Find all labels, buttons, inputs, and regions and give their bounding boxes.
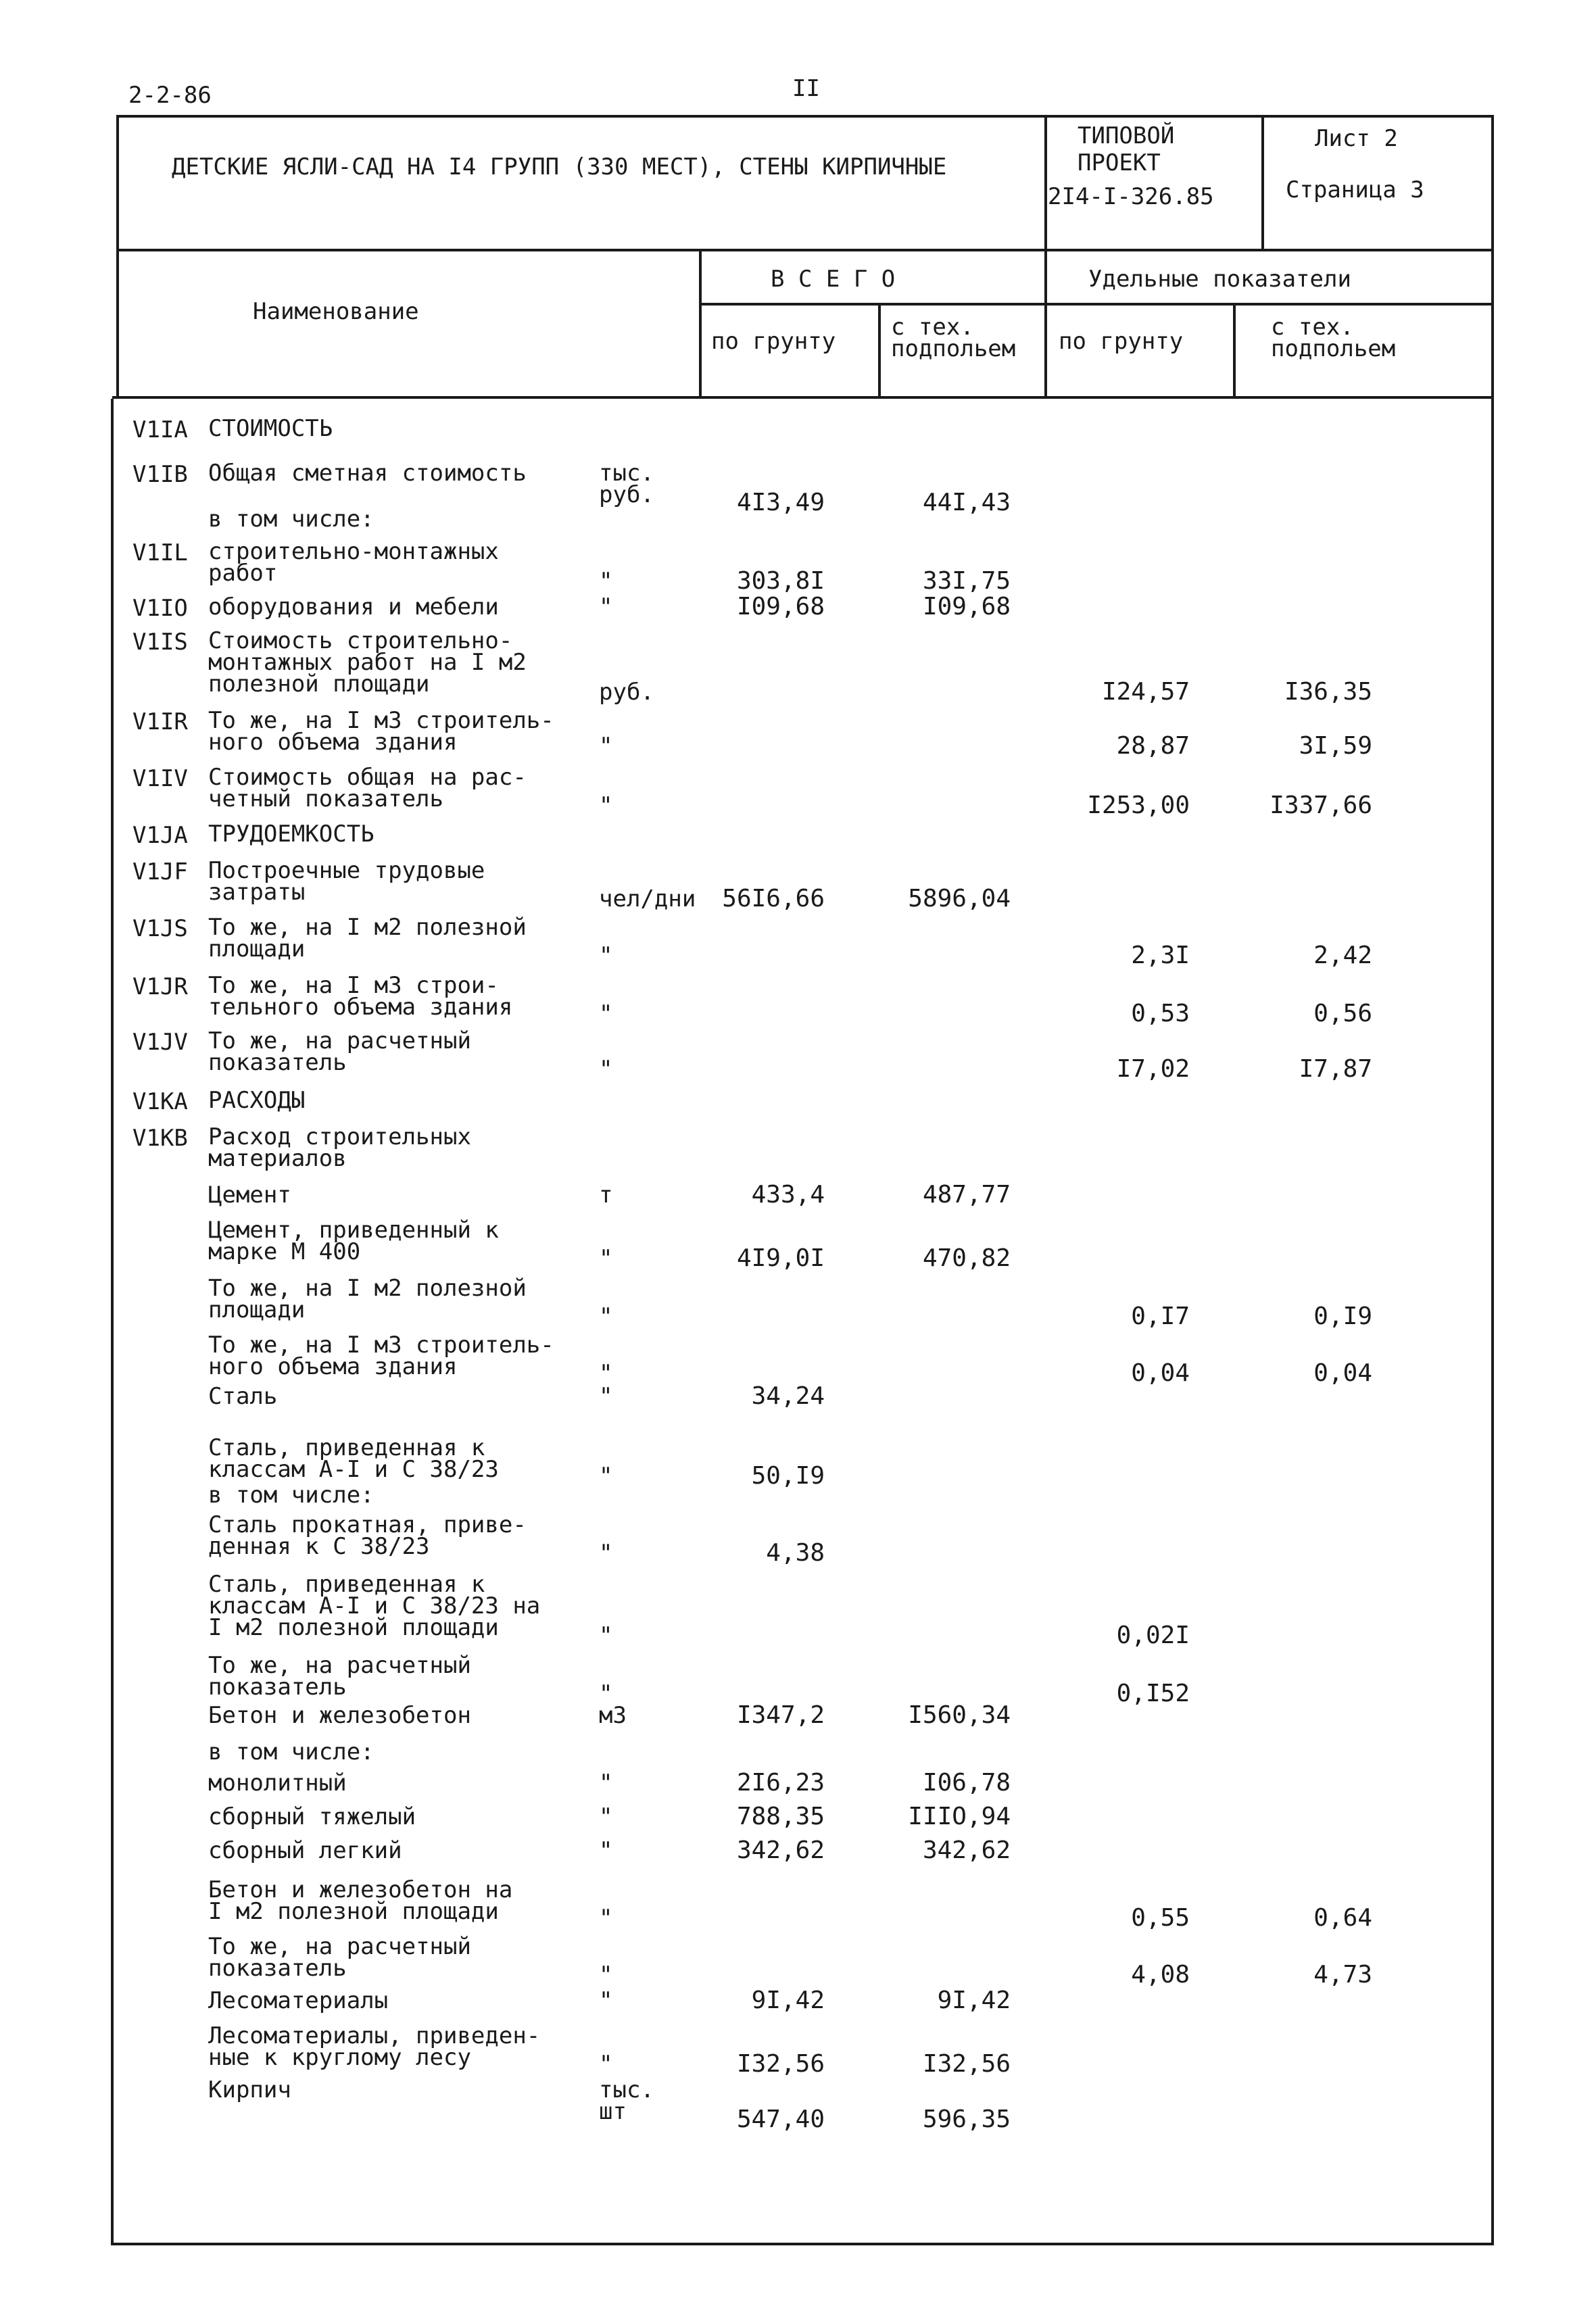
row-value-total-underfloor: I06,78 <box>922 1769 1011 1797</box>
row-code: V1JA <box>132 822 188 849</box>
row-value-total-underfloor: IIIO,94 <box>908 1803 1011 1830</box>
header-vline-col4 <box>1233 304 1236 399</box>
row-unit: " <box>599 1056 613 1083</box>
header-total: В С Е Г О <box>771 266 896 293</box>
header-hline-sub <box>699 303 1494 306</box>
row-name: строительно-монтажных работ <box>208 538 499 587</box>
row-name: Стоимость строительно- монтажных работ на I м2 полезной площади <box>208 627 527 698</box>
row-name: То же, на I м2 полезной площади <box>208 914 527 962</box>
row-value-total-ground: 342,62 <box>736 1836 825 1864</box>
row-name: То же, на I м2 полезной площади <box>208 1275 527 1323</box>
row-value-total-ground: 34,24 <box>751 1382 825 1410</box>
project-label-2: ПРОЕКТ <box>1078 149 1161 176</box>
row-value-total-ground: 433,4 <box>751 1181 825 1209</box>
row-name: Сталь, приведенная к классам А-I и С 38/23 на I м2 полезной площади <box>208 1571 541 1641</box>
header-specific: Удельные показатели <box>1088 266 1351 293</box>
row-code: V1IB <box>132 461 188 488</box>
row-unit: " <box>599 942 613 969</box>
row-name: То же, на расчетный показатель <box>208 1652 471 1701</box>
row-name: монолитный <box>208 1770 347 1797</box>
row-name: в том числе: <box>208 506 374 533</box>
row-value-specific-underfloor: 0,I9 <box>1313 1302 1372 1330</box>
row-name: оборудования и мебели <box>208 593 499 620</box>
row-value-total-underfloor: 596,35 <box>922 2105 1011 2133</box>
row-value-specific-ground: 4,08 <box>1131 1961 1190 1989</box>
row-unit: " <box>599 1622 613 1649</box>
row-name: Построечные трудовые затраты <box>208 857 485 906</box>
row-name: Расход строительных материалов <box>208 1123 471 1172</box>
row-unit: " <box>599 1303 613 1330</box>
header-name: Наименование <box>253 298 419 325</box>
header-col3: по грунту <box>1059 328 1184 355</box>
row-value-specific-ground: 0,53 <box>1131 1000 1190 1027</box>
row-value-specific-underfloor: I36,35 <box>1284 678 1372 706</box>
row-code: V1IR <box>132 708 188 735</box>
row-code: V1JF <box>132 858 188 885</box>
title-bottom <box>116 249 1494 251</box>
row-name: То же, на расчетный показатель <box>208 1933 471 1982</box>
row-value-specific-ground: 0,02I <box>1116 1622 1190 1649</box>
title-divider-1 <box>1044 115 1047 399</box>
row-value-specific-ground: I7,02 <box>1116 1055 1190 1083</box>
row-unit: " <box>599 792 613 819</box>
row-name: СТОИМОСТЬ <box>208 415 333 442</box>
row-code: V1KA <box>132 1088 188 1115</box>
row-code: V1JV <box>132 1029 188 1056</box>
row-name: Кирпич <box>208 2076 291 2103</box>
row-name: То же, на I м3 строитель- ного объема здания <box>208 707 554 756</box>
row-value-specific-underfloor: 0,64 <box>1313 1904 1372 1932</box>
row-value-total-ground: 50,I9 <box>751 1462 825 1490</box>
row-value-total-ground: 4I3,49 <box>736 489 825 516</box>
row-value-total-underfloor: 44I,43 <box>922 489 1011 516</box>
row-name: сборный легкий <box>208 1837 402 1864</box>
row-value-total-ground: I32,56 <box>736 2050 825 2078</box>
frame-bottom <box>111 2243 1494 2245</box>
row-name: сборный тяжелый <box>208 1803 416 1830</box>
row-code: V1KB <box>132 1125 188 1152</box>
header-col2-line2: подпольем <box>891 335 1016 362</box>
row-unit: " <box>599 2051 613 2078</box>
row-value-specific-ground: 28,87 <box>1116 732 1190 760</box>
row-unit: руб. <box>599 679 654 706</box>
row-value-total-ground: 2I6,23 <box>736 1769 825 1797</box>
row-name: Лесоматериалы <box>208 1987 389 2014</box>
row-value-total-underfloor: I32,56 <box>922 2050 1011 2078</box>
row-name: Бетон и железобетон <box>208 1702 471 1729</box>
page-number: II <box>792 75 820 102</box>
row-unit: " <box>599 1961 613 1989</box>
header-col4-line2: подпольем <box>1271 335 1396 362</box>
row-value-specific-ground: 0,04 <box>1131 1359 1190 1387</box>
row-unit: тыс. руб. <box>599 460 654 508</box>
row-value-specific-ground: 2,3I <box>1131 942 1190 969</box>
row-unit: " <box>599 1837 613 1864</box>
row-value-total-ground: 547,40 <box>736 2105 825 2133</box>
row-value-total-ground: 303,8I <box>736 567 825 595</box>
row-name: Бетон и железобетон на I м2 полезной площади <box>208 1876 513 1925</box>
header-col4-line1: с тех. <box>1271 314 1354 341</box>
row-name: Сталь прокатная, приве- денная к С 38/23 <box>208 1511 527 1560</box>
row-name: То же, на I м3 строи- тельного объема здания <box>208 972 513 1021</box>
row-code: V1IL <box>132 539 188 566</box>
row-unit: " <box>599 1540 613 1567</box>
row-value-specific-underfloor: 3I,59 <box>1299 732 1372 760</box>
row-value-total-underfloor: 9I,42 <box>937 1987 1011 2014</box>
row-name: Сталь, приведенная к классам А-I и С 38/23 <box>208 1434 499 1483</box>
row-unit: " <box>599 1770 613 1797</box>
frame-left-lower <box>111 399 114 2245</box>
row-unit: тыс. шт <box>599 2076 654 2125</box>
row-unit: " <box>599 1383 613 1410</box>
row-value-specific-ground: I253,00 <box>1087 791 1190 819</box>
row-name: То же, на I м3 строитель- ного объема здания <box>208 1332 554 1380</box>
project-code: 2I4-I-326.85 <box>1048 183 1214 210</box>
row-unit: " <box>599 1463 613 1490</box>
row-value-specific-underfloor: 0,04 <box>1313 1359 1372 1387</box>
row-value-total-underfloor: 487,77 <box>922 1181 1011 1209</box>
project-label: ТИПОВОЙ <box>1078 122 1175 149</box>
row-name: в том числе: <box>208 1738 374 1765</box>
row-unit: " <box>599 1245 613 1272</box>
row-unit: м3 <box>599 1702 627 1729</box>
row-name: То же, на расчетный показатель <box>208 1027 471 1076</box>
document-title: ДЕТСКИЕ ЯСЛИ-САД НА I4 ГРУПП (330 МЕСТ), СТЕНЫ КИРПИЧНЫЕ <box>172 153 947 180</box>
row-value-total-underfloor: 5896,04 <box>908 885 1011 912</box>
row-name: в том числе: <box>208 1482 374 1509</box>
row-unit: " <box>599 1803 613 1830</box>
row-name: Сталь <box>208 1383 278 1410</box>
row-value-specific-ground: 0,55 <box>1131 1904 1190 1932</box>
row-name: Стоимость общая на рас- четный показатель <box>208 764 527 812</box>
row-unit: т <box>599 1181 613 1209</box>
header-bottom <box>112 396 1494 399</box>
row-unit: " <box>599 593 613 620</box>
row-name: Цемент, приведенный к марке М 400 <box>208 1217 499 1265</box>
title-divider-2 <box>1261 115 1264 250</box>
row-name: Лесоматериалы, приведен- ные к круглому лесу <box>208 2022 541 2071</box>
row-value-total-ground: 56I6,66 <box>722 885 825 912</box>
row-code: V1JS <box>132 915 188 942</box>
row-value-total-ground: 9I,42 <box>751 1987 825 2014</box>
row-code: V1IO <box>132 595 188 622</box>
row-unit: " <box>599 1905 613 1932</box>
row-value-specific-underfloor: I7,87 <box>1299 1055 1372 1083</box>
row-value-total-ground: 4,38 <box>766 1539 825 1567</box>
row-unit: " <box>599 733 613 760</box>
row-value-total-ground: I347,2 <box>736 1701 825 1729</box>
row-name: Общая сметная стоимость <box>208 460 527 487</box>
row-value-total-underfloor: I09,68 <box>922 593 1011 620</box>
row-value-total-underfloor: 33I,75 <box>922 567 1011 595</box>
row-value-total-ground: 4I9,0I <box>736 1244 825 1272</box>
sheet-number: Лист 2 <box>1315 125 1398 152</box>
row-code: V1IV <box>132 765 188 792</box>
header-col1: по грунту <box>711 328 836 355</box>
row-code: V1IS <box>132 629 188 656</box>
row-value-total-underfloor: 470,82 <box>922 1244 1011 1272</box>
row-value-specific-ground: 0,I52 <box>1116 1680 1190 1707</box>
row-code: V1IA <box>132 416 188 443</box>
row-value-total-underfloor: 342,62 <box>922 1836 1011 1864</box>
frame-top <box>118 115 1494 118</box>
header-vline-total <box>699 250 702 399</box>
row-unit: " <box>599 1360 613 1387</box>
row-unit: " <box>599 1987 613 2014</box>
frame-left <box>116 115 119 399</box>
row-value-specific-ground: 0,I7 <box>1131 1302 1190 1330</box>
row-value-specific-underfloor: 2,42 <box>1313 942 1372 969</box>
row-unit: чел/дни <box>599 885 696 912</box>
row-name: Цемент <box>208 1181 291 1209</box>
row-value-total-ground: 788,35 <box>736 1803 825 1830</box>
row-unit: " <box>599 568 613 595</box>
header-col2-line1: с тех. <box>891 314 974 341</box>
row-unit: " <box>599 1000 613 1027</box>
row-value-specific-ground: I24,57 <box>1101 678 1190 706</box>
row-name: ТРУДОЕМКОСТЬ <box>208 821 374 848</box>
row-name: РАСХОДЫ <box>208 1087 306 1114</box>
row-unit: " <box>599 1680 613 1707</box>
document-number: 2-2-86 <box>128 82 212 109</box>
row-value-specific-underfloor: 0,56 <box>1313 1000 1372 1027</box>
row-value-total-underfloor: I560,34 <box>908 1701 1011 1729</box>
page-label: Страница 3 <box>1286 176 1424 203</box>
row-value-specific-underfloor: I337,66 <box>1269 791 1372 819</box>
frame-right <box>1491 115 1494 2245</box>
row-value-total-ground: I09,68 <box>736 593 825 620</box>
header-vline-col2 <box>878 304 881 399</box>
row-code: V1JR <box>132 973 188 1000</box>
row-value-specific-underfloor: 4,73 <box>1313 1961 1372 1989</box>
